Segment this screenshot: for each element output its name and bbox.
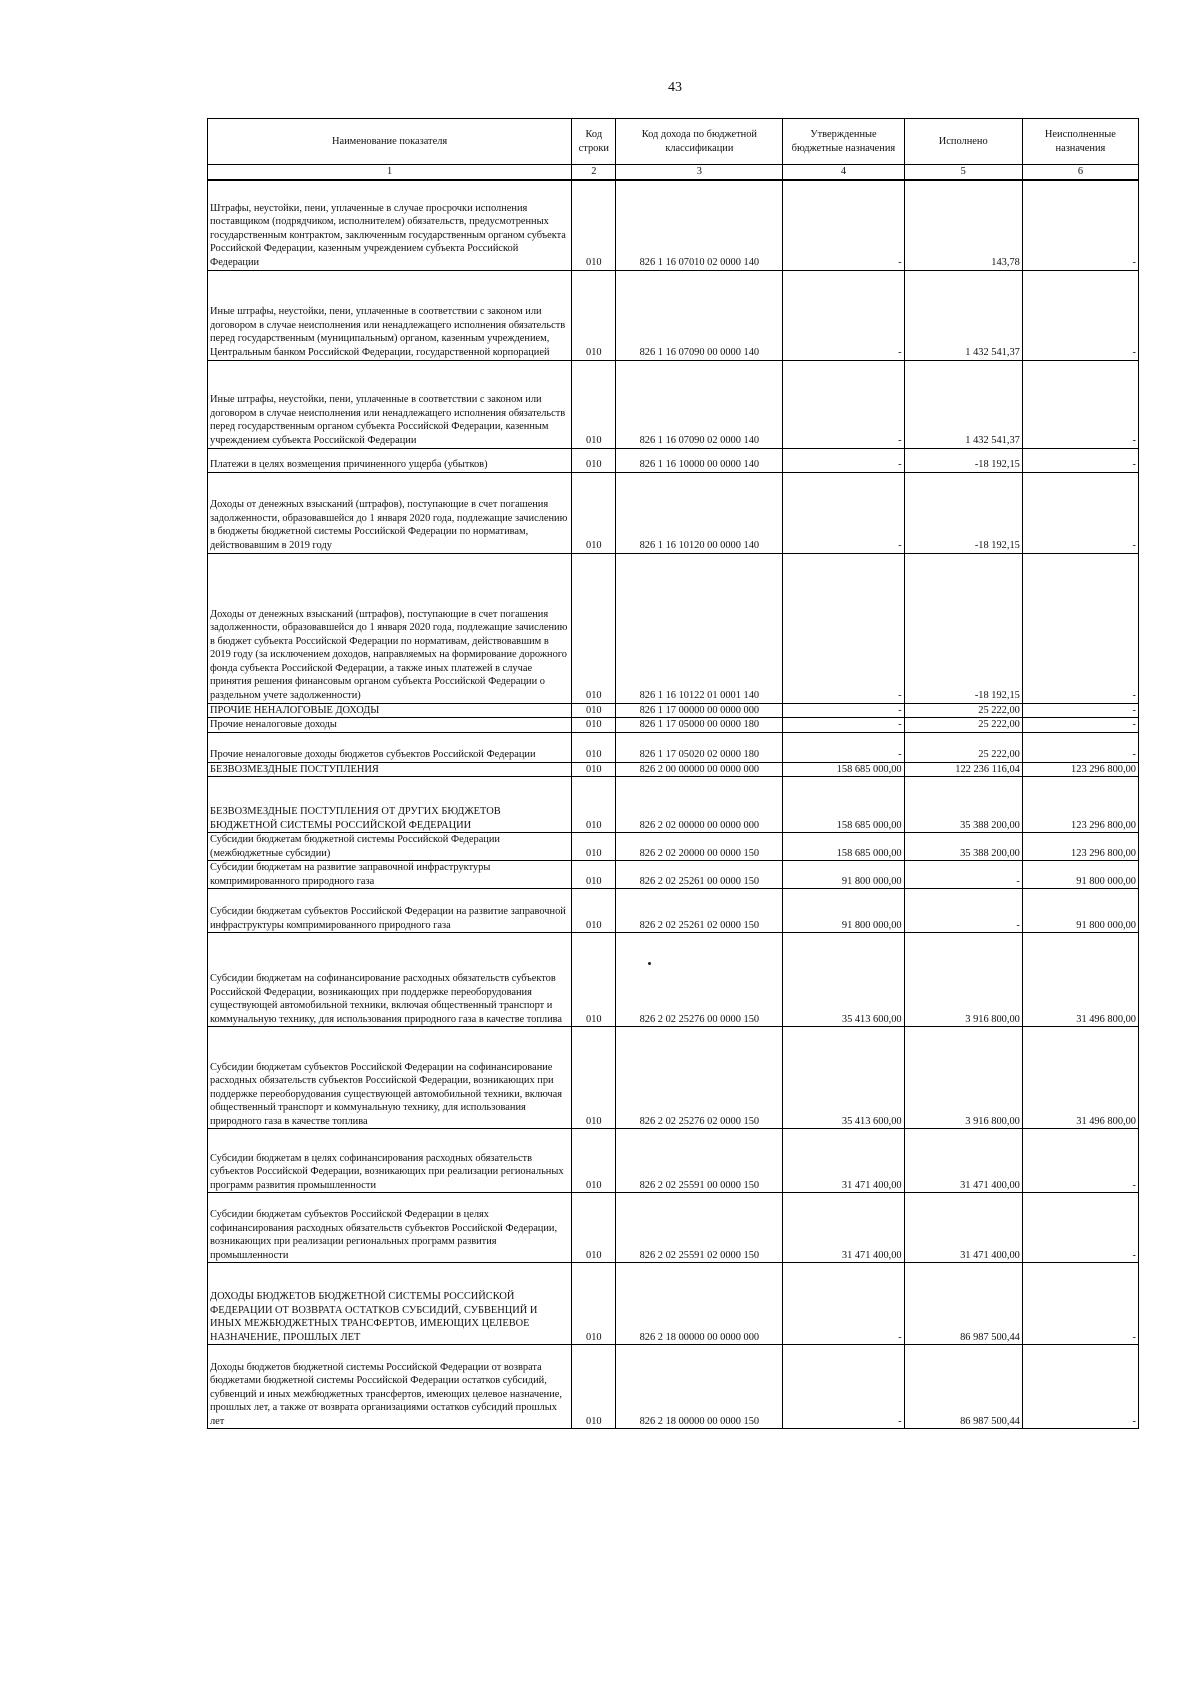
line-code: 010 xyxy=(572,703,616,718)
approved-amount: - xyxy=(783,1345,904,1429)
line-code: 010 xyxy=(572,270,616,360)
column-number: 6 xyxy=(1022,165,1138,181)
table-row xyxy=(208,1345,1139,1429)
unexecuted-amount: - xyxy=(1022,703,1138,718)
line-code: 010 xyxy=(572,933,616,1027)
unexecuted-amount: - xyxy=(1022,1345,1138,1429)
table-row xyxy=(208,472,1139,553)
income-code: 826 2 02 25591 00 0000 150 xyxy=(616,1129,783,1193)
header-approved: Утвержденные бюджетные назначения xyxy=(783,119,904,165)
unexecuted-amount: - xyxy=(1022,1129,1138,1193)
table-row xyxy=(208,861,1139,889)
header-name: Наименование показателя xyxy=(208,119,572,165)
executed-amount: 25 222,00 xyxy=(904,703,1022,718)
approved-amount: - xyxy=(783,703,904,718)
approved-amount: 91 800 000,00 xyxy=(783,889,904,933)
table-row xyxy=(208,933,1139,1027)
approved-amount: - xyxy=(783,270,904,360)
unexecuted-amount: - xyxy=(1022,472,1138,553)
indicator-name: БЕЗВОЗМЕЗДНЫЕ ПОСТУПЛЕНИЯ ОТ ДРУГИХ БЮДЖЕТОВ БЮДЖЕТНОЙ СИСТЕМЫ РОССИЙСКОЙ ФЕДЕРАЦИИ xyxy=(208,777,572,833)
header-row xyxy=(208,119,1139,165)
approved-amount: 35 413 600,00 xyxy=(783,1027,904,1129)
line-code: 010 xyxy=(572,732,616,762)
unexecuted-amount: - xyxy=(1022,732,1138,762)
header-code: Код строки xyxy=(572,119,616,165)
approved-amount: - xyxy=(783,553,904,703)
executed-amount: 143,78 xyxy=(904,180,1022,270)
unexecuted-amount: 31 496 800,00 xyxy=(1022,1027,1138,1129)
executed-amount: 3 916 800,00 xyxy=(904,1027,1022,1129)
line-code: 010 xyxy=(572,762,616,777)
unexecuted-amount: 91 800 000,00 xyxy=(1022,861,1138,889)
table-row xyxy=(208,718,1139,733)
approved-amount: 158 685 000,00 xyxy=(783,833,904,861)
unexecuted-amount: - xyxy=(1022,553,1138,703)
table-row xyxy=(208,360,1139,448)
scan-dot xyxy=(648,962,651,965)
table-row xyxy=(208,1129,1139,1193)
table-row xyxy=(208,889,1139,933)
income-code: 826 2 00 00000 00 0000 000 xyxy=(616,762,783,777)
executed-amount: -18 192,15 xyxy=(904,553,1022,703)
indicator-name: Прочие неналоговые доходы xyxy=(208,718,572,733)
unexecuted-amount: 31 496 800,00 xyxy=(1022,933,1138,1027)
unexecuted-amount: - xyxy=(1022,360,1138,448)
income-code: 826 2 02 25276 00 0000 150 xyxy=(616,933,783,1027)
unexecuted-amount: - xyxy=(1022,1193,1138,1263)
executed-amount: 31 471 400,00 xyxy=(904,1129,1022,1193)
indicator-name: Платежи в целях возмещения причиненного ущерба (убытков) xyxy=(208,448,572,472)
executed-amount: -18 192,15 xyxy=(904,448,1022,472)
unexecuted-amount: - xyxy=(1022,180,1138,270)
income-code: 826 2 02 25591 02 0000 150 xyxy=(616,1193,783,1263)
income-code: 826 2 02 25261 00 0000 150 xyxy=(616,861,783,889)
indicator-name: Субсидии бюджетам субъектов Российской Федерации в целях софинансирования расходных обязательств субъектов Российской Федерации, возникающих при реализации региональных программ развития промышленности xyxy=(208,1193,572,1263)
approved-amount: - xyxy=(783,180,904,270)
approved-amount: 158 685 000,00 xyxy=(783,762,904,777)
line-code: 010 xyxy=(572,1193,616,1263)
indicator-name: БЕЗВОЗМЕЗДНЫЕ ПОСТУПЛЕНИЯ xyxy=(208,762,572,777)
table-row xyxy=(208,270,1139,360)
income-code: 826 1 16 07010 02 0000 140 xyxy=(616,180,783,270)
unexecuted-amount: 91 800 000,00 xyxy=(1022,889,1138,933)
approved-amount: 158 685 000,00 xyxy=(783,777,904,833)
indicator-name: Иные штрафы, неустойки, пени, уплаченные в соответствии с законом или договором в случае неисполнения или ненадлежащего исполнения обязательств перед государственным (муниципальным) органом, казенным учреждением, Центральным банком Российской Федерации, государственной корпорацией xyxy=(208,270,572,360)
income-code: 826 1 16 10000 00 0000 140 xyxy=(616,448,783,472)
approved-amount: 35 413 600,00 xyxy=(783,933,904,1027)
income-code: 826 2 18 00000 00 0000 000 xyxy=(616,1263,783,1345)
unexecuted-amount: - xyxy=(1022,270,1138,360)
executed-amount: 35 388 200,00 xyxy=(904,777,1022,833)
indicator-name: Субсидии бюджетам субъектов Российской Федерации на софинансирование расходных обязательств субъектов Российской Федерации, возникающих при поддержке переоборудования существующей автомобильной техники, включая общественный транспорт и коммунальную технику, для использования природного газа в качестве топлива xyxy=(208,1027,572,1129)
header-unexecuted: Неисполненные назначения xyxy=(1022,119,1138,165)
executed-amount: 86 987 500,44 xyxy=(904,1263,1022,1345)
executed-amount: 1 432 541,37 xyxy=(904,360,1022,448)
income-code: 826 1 17 05000 00 0000 180 xyxy=(616,718,783,733)
line-code: 010 xyxy=(572,472,616,553)
header-kbk: Код дохода по бюджетной классификации xyxy=(616,119,783,165)
table-row xyxy=(208,180,1139,270)
table-row xyxy=(208,553,1139,703)
income-code: 826 1 16 10120 00 0000 140 xyxy=(616,472,783,553)
executed-amount: - xyxy=(904,861,1022,889)
approved-amount: - xyxy=(783,472,904,553)
table-body xyxy=(208,180,1139,1429)
indicator-name: ДОХОДЫ БЮДЖЕТОВ БЮДЖЕТНОЙ СИСТЕМЫ РОССИЙСКОЙ ФЕДЕРАЦИИ ОТ ВОЗВРАТА ОСТАТКОВ СУБСИДИЙ, СУБВЕНЦИЙ И ИНЫХ МЕЖБЮДЖЕТНЫХ ТРАНСФЕРТОВ, ИМЕЮЩИХ ЦЕЛЕВОЕ НАЗНАЧЕНИЕ, ПРОШЛЫХ ЛЕТ xyxy=(208,1263,572,1345)
executed-amount: 31 471 400,00 xyxy=(904,1193,1022,1263)
line-code: 010 xyxy=(572,1129,616,1193)
income-report-table xyxy=(207,118,1139,1429)
line-code: 010 xyxy=(572,448,616,472)
executed-amount: 25 222,00 xyxy=(904,732,1022,762)
line-code: 010 xyxy=(572,833,616,861)
line-code: 010 xyxy=(572,553,616,703)
table-row xyxy=(208,777,1139,833)
income-code: 826 2 02 25261 02 0000 150 xyxy=(616,889,783,933)
executed-amount: 1 432 541,37 xyxy=(904,270,1022,360)
income-code: 826 2 18 00000 00 0000 150 xyxy=(616,1345,783,1429)
column-number: 3 xyxy=(616,165,783,181)
page-number: 43 xyxy=(668,80,682,95)
table-row xyxy=(208,732,1139,762)
indicator-name: ПРОЧИЕ НЕНАЛОГОВЫЕ ДОХОДЫ xyxy=(208,703,572,718)
income-code: 826 1 16 10122 01 0001 140 xyxy=(616,553,783,703)
indicator-name: Доходы от денежных взысканий (штрафов), поступающие в счет погашения задолженности, образовавшейся до 1 января 2020 года, подлежащие зачислению в бюджет субъекта Российской Федерации по нормативам, действовавшим в 2019 году (за исключением доходов, направляемых на формирование дорожного фонда субъекта Российской Федерации, а также иных платежей в случае принятия решения финансовым органом субъекта Российской Федерации о раздельном учете задолженности) xyxy=(208,553,572,703)
income-code: 826 1 17 00000 00 0000 000 xyxy=(616,703,783,718)
table-row xyxy=(208,1027,1139,1129)
approved-amount: 31 471 400,00 xyxy=(783,1129,904,1193)
table-row xyxy=(208,448,1139,472)
column-number: 2 xyxy=(572,165,616,181)
approved-amount: - xyxy=(783,732,904,762)
unexecuted-amount: - xyxy=(1022,1263,1138,1345)
executed-amount: 86 987 500,44 xyxy=(904,1345,1022,1429)
column-number: 4 xyxy=(783,165,904,181)
line-code: 010 xyxy=(572,180,616,270)
indicator-name: Субсидии бюджетам бюджетной системы Российской Федерации (межбюджетные субсидии) xyxy=(208,833,572,861)
approved-amount: - xyxy=(783,1263,904,1345)
column-number-row xyxy=(208,165,1139,181)
line-code: 010 xyxy=(572,777,616,833)
column-number: 1 xyxy=(208,165,572,181)
executed-amount: -18 192,15 xyxy=(904,472,1022,553)
indicator-name: Субсидии бюджетам субъектов Российской Федерации на развитие заправочной инфраструктуры компримированного природного газа xyxy=(208,889,572,933)
approved-amount: - xyxy=(783,448,904,472)
line-code: 010 xyxy=(572,360,616,448)
unexecuted-amount: - xyxy=(1022,448,1138,472)
executed-amount: - xyxy=(904,889,1022,933)
income-code: 826 2 02 20000 00 0000 150 xyxy=(616,833,783,861)
indicator-name: Прочие неналоговые доходы бюджетов субъектов Российской Федерации xyxy=(208,732,572,762)
approved-amount: - xyxy=(783,718,904,733)
indicator-name: Иные штрафы, неустойки, пени, уплаченные в соответствии с законом или договором в случае неисполнения или ненадлежащего исполнения обязательств перед государственным органом субъекта Российской Федерации, казенным учреждением субъекта Российской Федерации xyxy=(208,360,572,448)
income-code: 826 1 16 07090 02 0000 140 xyxy=(616,360,783,448)
header-executed: Исполнено xyxy=(904,119,1022,165)
unexecuted-amount: 123 296 800,00 xyxy=(1022,762,1138,777)
line-code: 010 xyxy=(572,861,616,889)
table-row xyxy=(208,703,1139,718)
executed-amount: 25 222,00 xyxy=(904,718,1022,733)
indicator-name: Штрафы, неустойки, пени, уплаченные в случае просрочки исполнения поставщиком (подрядчиком, исполнителем) обязательств, предусмотренных государственным контрактом, заключенным государственным органом субъекта Российской Федерации, казенным учреждением субъекта Российской Федерации xyxy=(208,180,572,270)
unexecuted-amount: - xyxy=(1022,718,1138,733)
executed-amount: 3 916 800,00 xyxy=(904,933,1022,1027)
approved-amount: 31 471 400,00 xyxy=(783,1193,904,1263)
approved-amount: - xyxy=(783,360,904,448)
indicator-name: Субсидии бюджетам на развитие заправочной инфраструктуры компримированного природного газа xyxy=(208,861,572,889)
income-code: 826 2 02 25276 02 0000 150 xyxy=(616,1027,783,1129)
indicator-name: Субсидии бюджетам в целях софинансирования расходных обязательств субъектов Российской Федерации, возникающих при реализации региональных программ развития промышленности xyxy=(208,1129,572,1193)
line-code: 010 xyxy=(572,1345,616,1429)
executed-amount: 35 388 200,00 xyxy=(904,833,1022,861)
indicator-name: Доходы от денежных взысканий (штрафов), поступающие в счет погашения задолженности, образовавшейся до 1 января 2020 года, подлежащие зачислению в бюджеты бюджетной системы Российской Федерации по нормативам, действовавшим в 2019 году xyxy=(208,472,572,553)
income-code: 826 1 16 07090 00 0000 140 xyxy=(616,270,783,360)
executed-amount: 122 236 116,04 xyxy=(904,762,1022,777)
table-row xyxy=(208,1263,1139,1345)
line-code: 010 xyxy=(572,1263,616,1345)
income-code: 826 2 02 00000 00 0000 000 xyxy=(616,777,783,833)
line-code: 010 xyxy=(572,889,616,933)
unexecuted-amount: 123 296 800,00 xyxy=(1022,833,1138,861)
indicator-name: Доходы бюджетов бюджетной системы Российской Федерации от возврата бюджетами бюджетной системы Российской Федерации остатков субсидий, субвенций и иных межбюджетных трансфертов, имеющих целевое назначение, прошлых лет, а также от возврата организациями остатков субсидий прошлых лет xyxy=(208,1345,572,1429)
table-row xyxy=(208,833,1139,861)
column-number: 5 xyxy=(904,165,1022,181)
approved-amount: 91 800 000,00 xyxy=(783,861,904,889)
unexecuted-amount: 123 296 800,00 xyxy=(1022,777,1138,833)
table-row xyxy=(208,1193,1139,1263)
income-code: 826 1 17 05020 02 0000 180 xyxy=(616,732,783,762)
indicator-name: Субсидии бюджетам на софинансирование расходных обязательств субъектов Российской Федерации, возникающих при поддержке переоборудования существующей автомобильной техники, включая общественный транспорт и коммунальную технику, для использования природного газа в качестве топлива xyxy=(208,933,572,1027)
line-code: 010 xyxy=(572,1027,616,1129)
table-row xyxy=(208,762,1139,777)
line-code: 010 xyxy=(572,718,616,733)
